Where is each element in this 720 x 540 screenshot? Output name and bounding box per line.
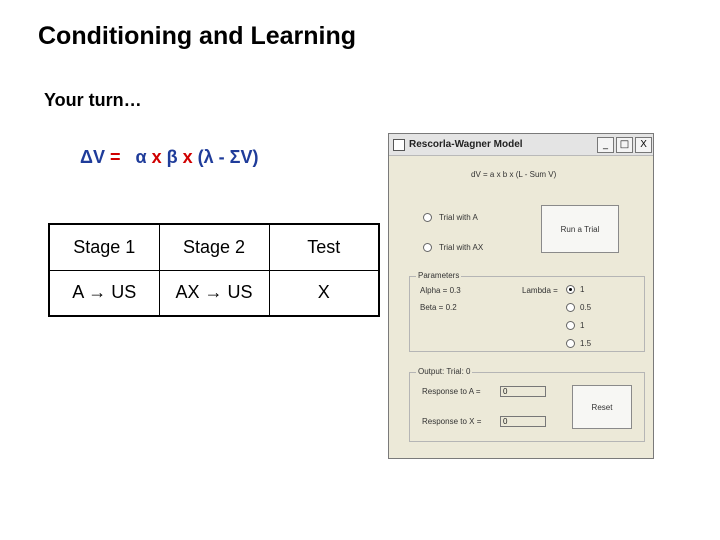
rescorla-wagner-window <box>388 133 654 459</box>
alpha-label: Alpha = 0.3 <box>420 286 461 295</box>
response-x-field: 0 <box>500 416 546 427</box>
table-header-row <box>49 224 379 270</box>
radio-trial-ax[interactable] <box>423 243 432 252</box>
output-group <box>409 367 645 442</box>
radio-trial-a[interactable] <box>423 213 432 222</box>
lambda-option-label: 0.5 <box>580 303 592 312</box>
maximize-button[interactable]: □ <box>616 137 633 153</box>
stages-table <box>48 223 380 317</box>
table-cell: A → US <box>49 270 159 316</box>
lambda-option-radio[interactable] <box>566 303 575 312</box>
lambda-option-label: 1 <box>580 285 585 294</box>
response-x-label: Response to X = <box>422 417 482 426</box>
table-cell: Stage 1 <box>49 224 159 270</box>
output-group-label: Output: Trial: 0 <box>418 367 471 376</box>
lambda-option-radio[interactable] <box>566 321 575 330</box>
radio-trial-a-label: Trial with A <box>439 213 478 222</box>
formula-times-2: x <box>182 147 193 167</box>
beta-label: Beta = 0.2 <box>420 303 457 312</box>
lambda-option-label: 1.5 <box>580 339 592 348</box>
parameters-group-label: Parameters <box>418 271 460 280</box>
formula-times-1: x <box>151 147 162 167</box>
table-cell: Stage 2 <box>159 224 269 270</box>
formula-bracket: (λ - ΣV) <box>197 147 259 167</box>
app-icon <box>393 139 405 151</box>
reset-button[interactable]: Reset <box>572 385 632 429</box>
lambda-option-radio[interactable] <box>566 285 575 294</box>
slide-subtitle: Your turn… <box>44 90 142 110</box>
formula-equals: = <box>109 147 121 167</box>
table-cell: AX → US <box>159 270 269 316</box>
run-trial-button[interactable]: Run a Trial <box>541 205 619 253</box>
lambda-option-radio[interactable] <box>566 339 575 348</box>
window-titlebar[interactable] <box>389 134 653 156</box>
lambda-option-label: 1 <box>580 321 585 330</box>
close-button[interactable]: X <box>635 137 652 153</box>
table-row <box>49 270 379 316</box>
window-title: Rescorla-Wagner Model <box>409 139 523 150</box>
formula-beta: β <box>166 147 178 167</box>
parameters-group <box>409 271 645 352</box>
radio-trial-ax-label: Trial with AX <box>439 243 484 252</box>
response-a-label: Response to A = <box>422 387 481 396</box>
formula-delta-v: ΔV <box>80 147 105 167</box>
lambda-label: Lambda = <box>522 286 558 295</box>
minimize-button[interactable]: _ <box>597 137 614 153</box>
rescorla-wagner-formula <box>80 147 258 168</box>
table-cell: Test <box>269 224 379 270</box>
model-equation: dV = a x b x (L - Sum V) <box>471 170 557 179</box>
slide-title: Conditioning and Learning <box>38 22 357 50</box>
formula-alpha: α <box>135 147 147 167</box>
table-cell: X <box>269 270 379 316</box>
response-a-field: 0 <box>500 386 546 397</box>
